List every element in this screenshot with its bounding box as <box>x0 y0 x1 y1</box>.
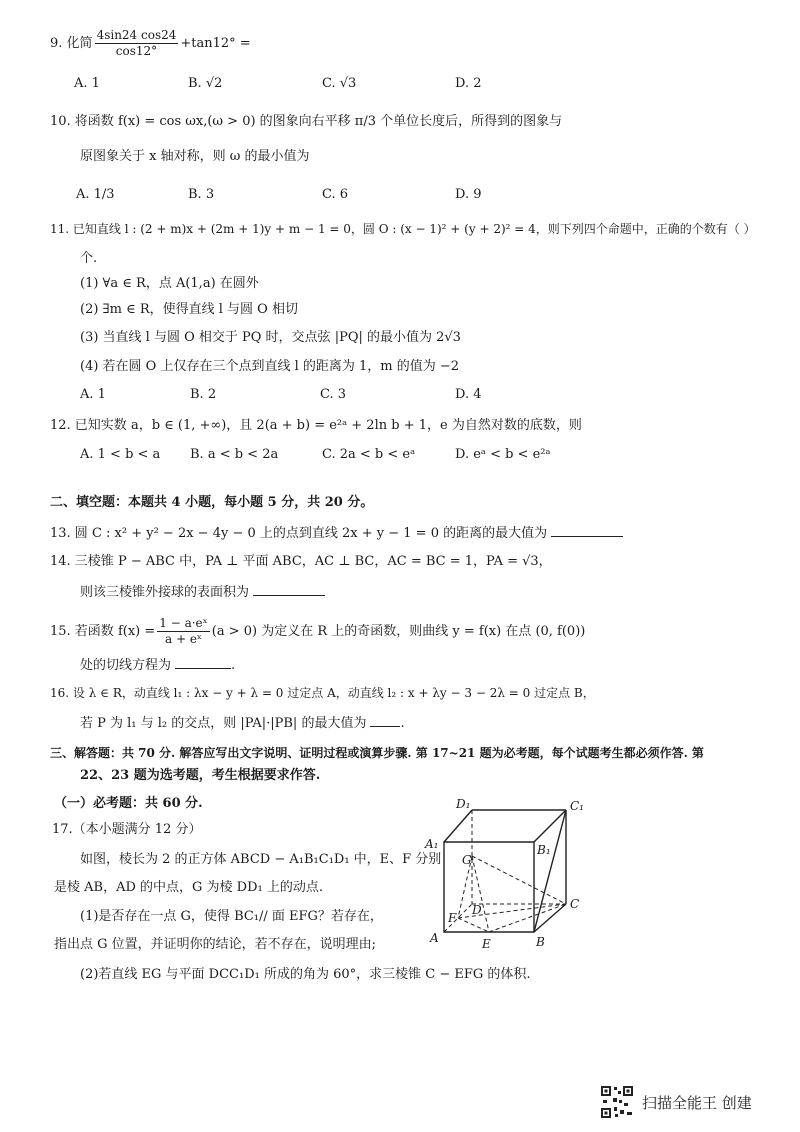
q12-option-b: B. a < b < 2a <box>190 447 279 462</box>
scanner-watermark <box>600 1084 752 1120</box>
q11-option-c: C. 3 <box>320 387 347 402</box>
q17-line3: (1)是否存在一点 G，使得 BC₁// 面 EFG？若存在， <box>80 909 383 924</box>
q9-prefix: 化简 <box>66 36 93 51</box>
q14-answer-blank <box>253 583 325 596</box>
label-f: F <box>448 911 457 925</box>
q10-option-a: A. 1/3 <box>76 187 115 202</box>
q10-option-b: B. 3 <box>188 187 215 202</box>
q17-line1: 如图，棱长为 2 的正方体 ABCD − A₁B₁C₁D₁ 中，E、F 分别 <box>80 852 442 867</box>
q15-line1: 15. 若函数 f(x) = $\frac{\text{1 − a·eˣ}}{\text{a + eˣ}}$ (a > 0) 为定义在 R 上的奇函数，则曲线 y = f(x) 在点 (0, f(0)) <box>50 616 586 646</box>
section3-sub: （一）必考题：共 60 分. <box>54 796 203 811</box>
section3-line2: 22、23 题为选考题，考生根据要求作答. <box>80 768 321 783</box>
q10-option-c: C. 6 <box>322 187 349 202</box>
q11-item-4: (4) 若在圆 O 上仅存在三个点到直线 l 的距离为 1，m 的值为 −2 <box>80 359 460 374</box>
edge-a1d1 <box>444 810 472 842</box>
label-e: E <box>482 937 491 951</box>
q11-line2: 个. <box>80 251 98 266</box>
q17-line5: (2)若直线 EG 与平面 DCC₁D₁ 所成的角为 60°，求三棱锥 C − EFG 的体积. <box>80 967 531 982</box>
q15-fraction: $\frac{\text{1 − a·eˣ}}{\text{a + eˣ}}$ <box>159 616 208 646</box>
qr-code-icon <box>600 1085 634 1119</box>
q11-item-2: (2) ∃m ∈ R，使得直线 l 与圆 O 相切 <box>80 302 298 317</box>
q11-option-a: A. 1 <box>80 387 106 402</box>
q11-item-3: (3) 当直线 l 与圆 O 相交于 PQ 时，交点弦 |PQ| 的最小值为 2√3 <box>80 330 461 345</box>
q13-answer-blank <box>551 524 623 537</box>
q17-header: 17.（本小题满分 12 分） <box>52 822 202 837</box>
label-d1: D₁ <box>456 797 471 811</box>
label-g: G <box>462 853 472 867</box>
q14-line2: 则该三棱锥外接球的表面积为 <box>80 583 325 602</box>
label-c: C <box>570 897 580 911</box>
q9-option-b: B. √2 <box>188 76 223 91</box>
segment-ge <box>472 856 489 932</box>
edge-bc <box>534 904 566 932</box>
watermark-text: 扫描全能王 创建 <box>642 1093 752 1112</box>
q17-line4: 指出点 G 位置，并证明你的结论，若不存在，说明理由; <box>54 937 377 952</box>
q15-answer-blank <box>175 656 231 669</box>
segment-ec <box>489 904 566 932</box>
q12-option-d: D. eᵃ < b < e²ᵃ <box>455 447 551 462</box>
cube-figure <box>420 796 600 956</box>
q9-suffix: +tan12° = <box>180 36 251 51</box>
label-a: A <box>430 931 439 945</box>
q14-line1: 14. 三棱锥 P − ABC 中，PA ⊥ 平面 ABC，AC ⊥ BC，AC = BC = 1，PA = √3， <box>50 554 552 569</box>
cube-front-face <box>444 842 534 932</box>
section3-line1: 三、解答题：共 70 分. 解答应写出文字说明、证明过程或演算步骤. 第 17~21 题为必考题，每个试题考生都必须作答. 第 <box>50 746 704 760</box>
q16-line2: 若 P 为 l₁ 与 l₂ 的交点，则 |PA|·|PB| 的最大值为 . <box>80 716 405 731</box>
q11-item-1: (1) ∀a ∈ R，点 A(1,a) 在圆外 <box>80 276 259 291</box>
q9-fraction: $\frac{4\sin 24 \cos 24}{\cos 12^\circ}$ <box>96 28 177 58</box>
q9-option-a: A. 1 <box>74 76 100 91</box>
q11-option-d: D. 4 <box>455 387 482 402</box>
q12-line1: 12. 已知实数 a，b ∈ (1, +∞)，且 2(a + b) = e²ᵃ + 2ln b + 1，e 为自然对数的底数，则 <box>50 418 582 433</box>
q17-line2: 是棱 AB，AD 的中点，G 为棱 DD₁ 上的动点. <box>54 880 323 895</box>
label-b1: B₁ <box>537 843 551 857</box>
q11-line1: 11. 已知直线 l : (2 + m)x + (2m + 1)y + m − 1 = 0，圆 O : (x − 1)² + (y + 2)² = 4，则下列四个命题中，正确的个数有（ ） <box>50 222 756 236</box>
q9-option-c: C. √3 <box>322 76 357 91</box>
q16-line1: 16. 设 λ ∈ R，动直线 l₁ : λx − y + λ = 0 过定点 A，动直线 l₂ : x + λy − 3 − 2λ = 0 过定点 B， <box>50 686 595 700</box>
q9-stem <box>50 28 251 59</box>
section2-heading: 二、填空题：本题共 4 小题，每小题 5 分，共 20 分。 <box>50 495 374 510</box>
q13-stem: 13. 圆 C : x² + y² − 2x − 4y − 0 上的点到直线 2x + y − 1 = 0 的距离的最大值为 <box>50 524 623 543</box>
q9-option-d: D. 2 <box>455 76 482 91</box>
segment-fe <box>458 918 489 932</box>
q9-number: 9. <box>50 36 63 51</box>
segment-bc1 <box>534 810 566 932</box>
q16-answer-blank <box>370 714 400 727</box>
q11-option-b: B. 2 <box>190 387 217 402</box>
label-a1: A₁ <box>425 837 439 851</box>
q10-line1: 10. 将函数 f(x) = cos ωx,(ω > 0) 的图象向右平移 π/3 个单位长度后，所得到的图象与 <box>50 114 563 129</box>
q15-line2: 处的切线方程为 . <box>80 658 236 673</box>
q10-option-d: D. 9 <box>455 187 482 202</box>
q12-option-a: A. 1 < b < a <box>80 447 161 462</box>
q12-option-c: C. 2a < b < eᵃ <box>322 447 416 462</box>
q10-line2: 原图象关于 x 轴对称，则 ω 的最小值为 <box>80 149 310 164</box>
label-d: D <box>472 903 482 917</box>
label-b: B <box>536 935 545 949</box>
label-c1: C₁ <box>570 799 584 813</box>
